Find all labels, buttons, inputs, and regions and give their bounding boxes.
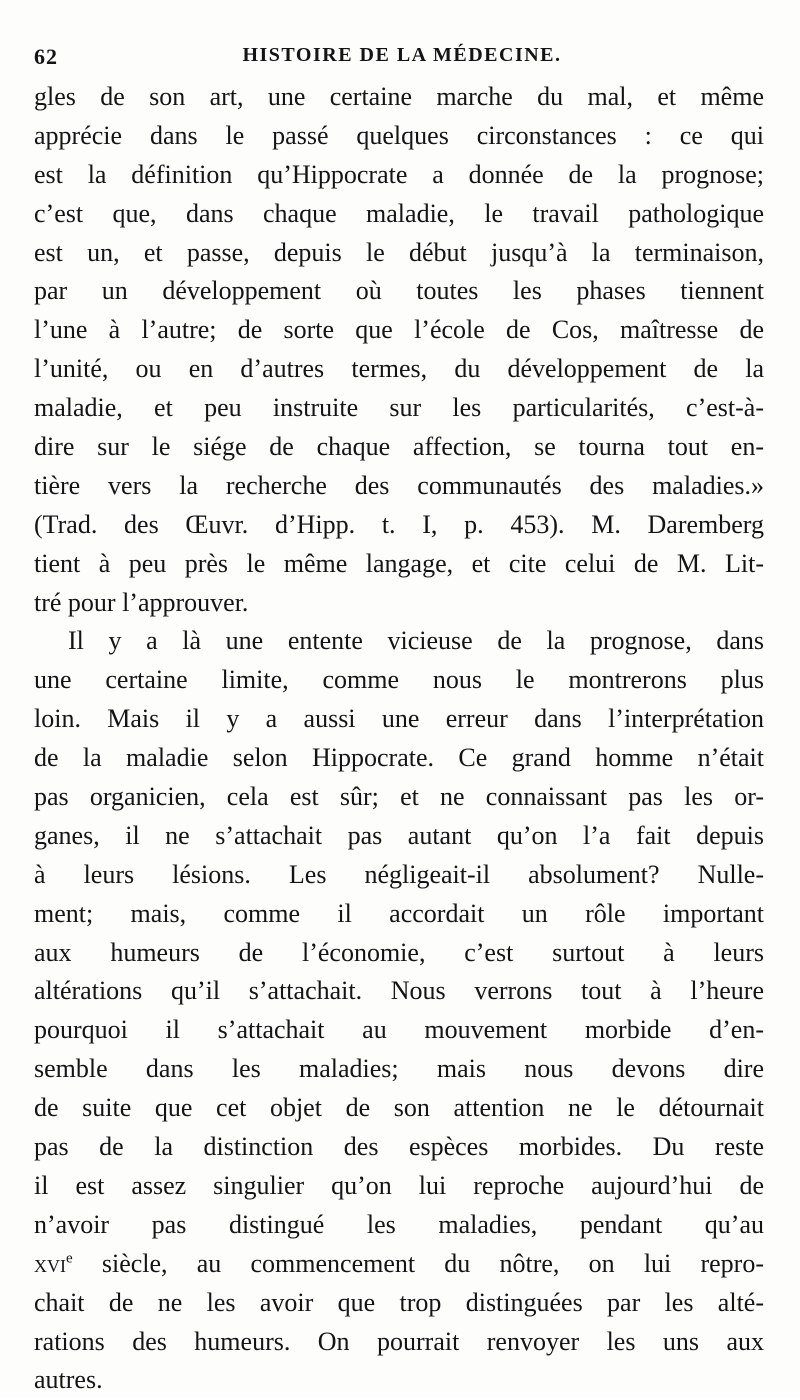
text-line: l’une à l’autre; de sorte que l’école de Cos, maîtresse de — [34, 315, 764, 345]
text-line: de la maladie selon Hippocrate. Ce grand homme n’était — [34, 743, 764, 773]
text-line-century — [34, 1245, 764, 1284]
paragraph-2 — [34, 622, 764, 1400]
text-line: une certaine limite, comme nous le montrerons plus — [34, 665, 764, 695]
text-line: de suite que cet objet de son attention ne le détournait — [34, 1093, 764, 1123]
text-line: maladie, et peu instruite sur les particularités, c’est-à- — [34, 393, 764, 423]
text-line: Il y a là une entente vicieuse de la prognose, dans — [68, 626, 764, 656]
text-line: dire sur le siége de chaque affection, se tourna tout en- — [34, 432, 764, 462]
text-line: chait de ne les avoir que trop distinguées par les alté- — [34, 1287, 764, 1317]
century-line-rest: siècle, au commencement du nôtre, on lui repro- — [72, 1248, 764, 1278]
text-line: il est assez singulier qu’on lui reproche aujourd’hui de — [34, 1170, 764, 1200]
text-line: n’avoir pas distingué les maladies, pendant qu’au — [34, 1209, 764, 1239]
text-line: l’unité, ou en d’autres termes, du développement de la — [34, 354, 764, 384]
century-numeral: xvi — [34, 1248, 66, 1278]
text-line: tière vers la recherche des communautés des maladies.» — [34, 470, 764, 500]
page-number: 62 — [34, 44, 58, 69]
text-line: apprécie dans le passé quelques circonstances : ce qui — [34, 120, 764, 150]
text-line: est un, et passe, depuis le début jusqu’à la terminaison, — [34, 237, 764, 267]
text-line: (Trad. des Œuvr. d’Hipp. t. I, p. 453). M. Daremberg — [34, 509, 764, 539]
text-line: rations des humeurs. On pourrait renvoyer les uns aux — [34, 1326, 764, 1356]
text-line: aux humeurs de l’économie, c’est surtout à leurs — [34, 937, 764, 967]
text-line: altérations qu’il s’attachait. Nous verrons tout à l’heure — [34, 976, 764, 1006]
text-line: est la définition qu’Hippocrate a donnée de la prognose; — [34, 159, 764, 189]
paragraph-1 — [34, 78, 764, 622]
text-line: ganes, il ne s’attachait pas autant qu’on l’a fait depuis — [34, 820, 764, 850]
text-line: c’est que, dans chaque maladie, le travail pathologique — [34, 198, 764, 228]
text-line: autres. — [34, 1365, 103, 1395]
text-line: pas organicien, cela est sûr; et ne connaissant pas les or- — [34, 782, 764, 812]
century-suffix: e — [66, 1250, 73, 1267]
text-line: pourquoi il s’attachait au mouvement morbide d’en- — [34, 1015, 764, 1045]
text-line: pas de la distinction des espèces morbides. Du reste — [34, 1132, 764, 1162]
text-line: tré pour l’approuver. — [34, 587, 249, 617]
body-text — [34, 78, 764, 1400]
running-head: HISTOIRE DE LA MÉDECINE. — [242, 44, 562, 66]
page-header — [34, 40, 770, 76]
text-line: loin. Mais il y a aussi une erreur dans l’interprétation — [34, 704, 764, 734]
text-line: ment; mais, comme il accordait un rôle important — [34, 898, 764, 928]
text-line: à leurs lésions. Les négligeait-il absolument? Nulle- — [34, 859, 764, 889]
text-line: gles de son art, une certaine marche du mal, et même — [34, 82, 764, 111]
text-line: semble dans les maladies; mais nous devons dire — [34, 1054, 764, 1084]
text-line: par un développement où toutes les phases tiennent — [34, 276, 764, 306]
text-line: tient à peu près le même langage, et cite celui de M. Lit- — [34, 548, 764, 578]
